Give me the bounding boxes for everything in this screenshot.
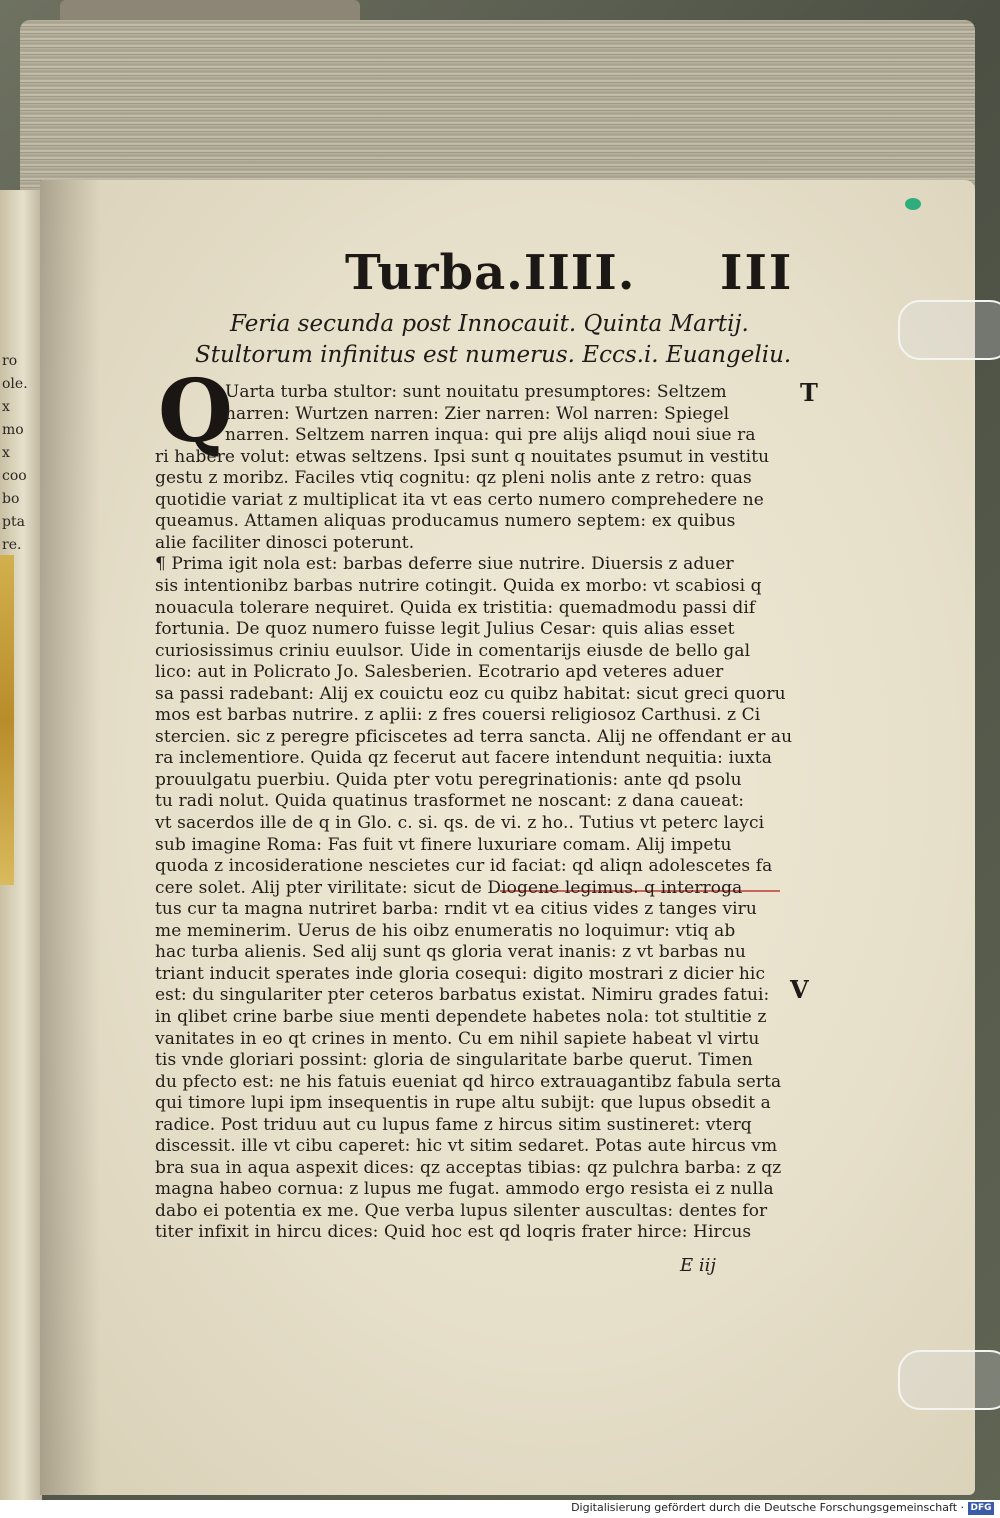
subheading-2: Stultorum infinitus est numerus. Eccs.i. Euangeliu. [195, 342, 792, 368]
text-line: nouacula tolerare nequiret. Quida ex tristitia: quemadmodu passi dif [155, 597, 756, 618]
text-line: curiosissimus criniu euulsor. Uide in comentarijs eiusde de bello gal [155, 640, 751, 661]
text-line: du pfecto est: ne his fatuis eueniat qd hirco extrauagantibz fabula serta [155, 1071, 782, 1092]
signature-mark: E iij [680, 1255, 716, 1276]
text-line: narren: Wurtzen narren: Zier narren: Wol narren: Spiegel [225, 403, 730, 424]
text-line: sis intentionibz barbas nutrire cotingit. Quida ex morbo: vt scabiosi q [155, 575, 762, 596]
text-line: vt sacerdos ille de q in Glo. c. si. qs. de vi. z ho.. Tutius vt peterc layci [155, 813, 765, 833]
text-line: est: du singulariter pter ceteros barbatus existat. Nimiru grades fatui: [155, 985, 770, 1006]
book-top-edge [60, 0, 360, 20]
footer-credit: Digitalisierung gefördert durch die Deutsche Forschungsgemeinschaft · [571, 1501, 964, 1514]
page-tab-top [898, 300, 1000, 360]
page-title: Turba.IIII. [345, 245, 636, 301]
page-tab-bottom [898, 1350, 1000, 1410]
facing-page-fragment: pta [2, 514, 25, 530]
text-line: radice. Post triduu aut cu lupus fame z hircus sitim sustineret: vterq [155, 1114, 752, 1135]
facing-page-fragment: bo [2, 491, 20, 507]
facing-page-fragment: ro [2, 353, 18, 369]
text-line: sa passi radebant: Alij ex couictu eoz cu quibz habitat: sicut greci quoru [155, 683, 786, 704]
drop-initial: Q [158, 361, 233, 462]
text-line: fortunia. De quoz numero fuisse legit Julius Cesar: quis alias esset [155, 619, 735, 640]
facing-page-fragment: x [2, 445, 10, 461]
margin-note-2: V [790, 975, 809, 1004]
text-line: Uarta turba stultor: sunt nouitatu presumptores: Seltzem [225, 382, 727, 402]
text-line: alie faciliter dinosci poterunt. [155, 532, 415, 553]
text-line: stercien. sic z peregre pficiscetes ad terra sancta. Alij ne offendant er au [155, 726, 793, 747]
text-line: titer infixit in hircu dices: Quid hoc est qd loqris frater hirce: Hircus [155, 1222, 752, 1243]
subheading-1: Feria secunda post Innocauit. Quinta Martij. [230, 311, 749, 337]
footer-bar [0, 1500, 1000, 1518]
text-line: queamus. Attamen aliquas producamus numero septem: ex quibus [155, 511, 736, 532]
text-line: prouulgatu puerbiu. Quida pter votu peregrinationis: ante qd psolu [155, 769, 742, 790]
text-line: mos est barbas nutrire. z aplii: z fres couersi religiosoz Carthusi. z Ci [155, 705, 761, 726]
text-line: hac turba alienis. Sed alij sunt qs gloria verat inanis: z vt barbas nu [155, 942, 746, 963]
page-gutter-shadow [40, 180, 100, 1495]
text-line: tu radi nolut. Quida quatinus trasformet ne noscant: z dana caueat: [155, 791, 745, 812]
facing-page-text [2, 350, 38, 557]
text-line: bra sua in aqua aspexit dices: qz acceptas tibias: qz pulchra barba: z qz [155, 1157, 782, 1178]
text-line: vanitates in eo qt crines in mento. Cu em nihil sapiete habeat vl virtu [155, 1028, 760, 1049]
facing-page-fragment: re. [2, 537, 22, 553]
text-line: gestu z moribz. Faciles vtiq cognitu: qz pleni nolis ante z retro: quas [155, 468, 752, 489]
text-line: lico: aut in Policrato Jo. Salesberien. Ecotrario apd veteres aduer [155, 662, 724, 683]
text-line: ri habere volut: etwas seltzens. Ipsi sunt q nouitates psumut in vestitu [155, 446, 770, 467]
text-line: in qlibet crine barbe siue menti dependete habetes nola: tot stultitie z [155, 1006, 767, 1027]
facing-page-illumination [0, 555, 14, 885]
text-line: narren. Seltzem narren inqua: qui pre alijs aliqd noui siue ra [225, 425, 756, 446]
text-line: tis vnde gloriari possint: gloria de singularitate barbe querut. Timen [155, 1050, 753, 1071]
text-line: cere solet. Alij pter virilitate: sicut de Diogene legimus. q interroga [155, 877, 743, 898]
text-line: quotidie variat z multiplicat ita vt eas certo numero comprehedere ne [155, 489, 764, 510]
text-line: qui timore lupi ipm insequentis in rupe altu subijt: que lupus obsedit a [155, 1093, 771, 1114]
green-mark [905, 198, 921, 210]
text-line: quoda z incosideratione nescietes cur id faciat: qd aliqn adolescetes fa [155, 856, 773, 877]
facing-page-fragment: coo [2, 468, 27, 484]
text-line: ¶ Prima igit nola est: barbas deferre siue nutrire. Diuersis z aduer [155, 554, 734, 575]
margin-note-1: T [800, 378, 818, 407]
text-line: sub imagine Roma: Fas fuit vt finere luxuriare comam. Alij impetu [155, 834, 732, 855]
text-line: dabo ei potentia ex me. Que verba lupus silenter auscultas: dentes for [155, 1200, 768, 1221]
dfg-logo: DFG [968, 1502, 994, 1515]
folio-number: III [720, 245, 794, 301]
text-line: discessit. ille vt cibu caperet: hic vt sitim sedaret. Potas aute hircus vm [155, 1136, 778, 1157]
facing-page-fragment: ole. [2, 376, 28, 392]
text-line: magna habeo cornua: z lupus me fugat. ammodo ergo resista ei z nulla [155, 1179, 774, 1200]
text-line: triant inducit sperates inde gloria cosequi: digito mostrari z dicier hic [155, 963, 766, 984]
text-line: ra inclementiore. Quida qz fecerut aut facere intendunt nequitia: iuxta [155, 748, 772, 769]
book-edge [20, 20, 975, 195]
text-line: tus cur ta magna nutriret barba: rndit vt ea citius vides z tanges viru [155, 899, 757, 920]
text-line: me meminerim. Uerus de his oibz enumeratis no loquimur: vtiq ab [155, 920, 736, 941]
facing-page-fragment: x [2, 399, 10, 415]
facing-page-fragment: mo [2, 422, 24, 438]
